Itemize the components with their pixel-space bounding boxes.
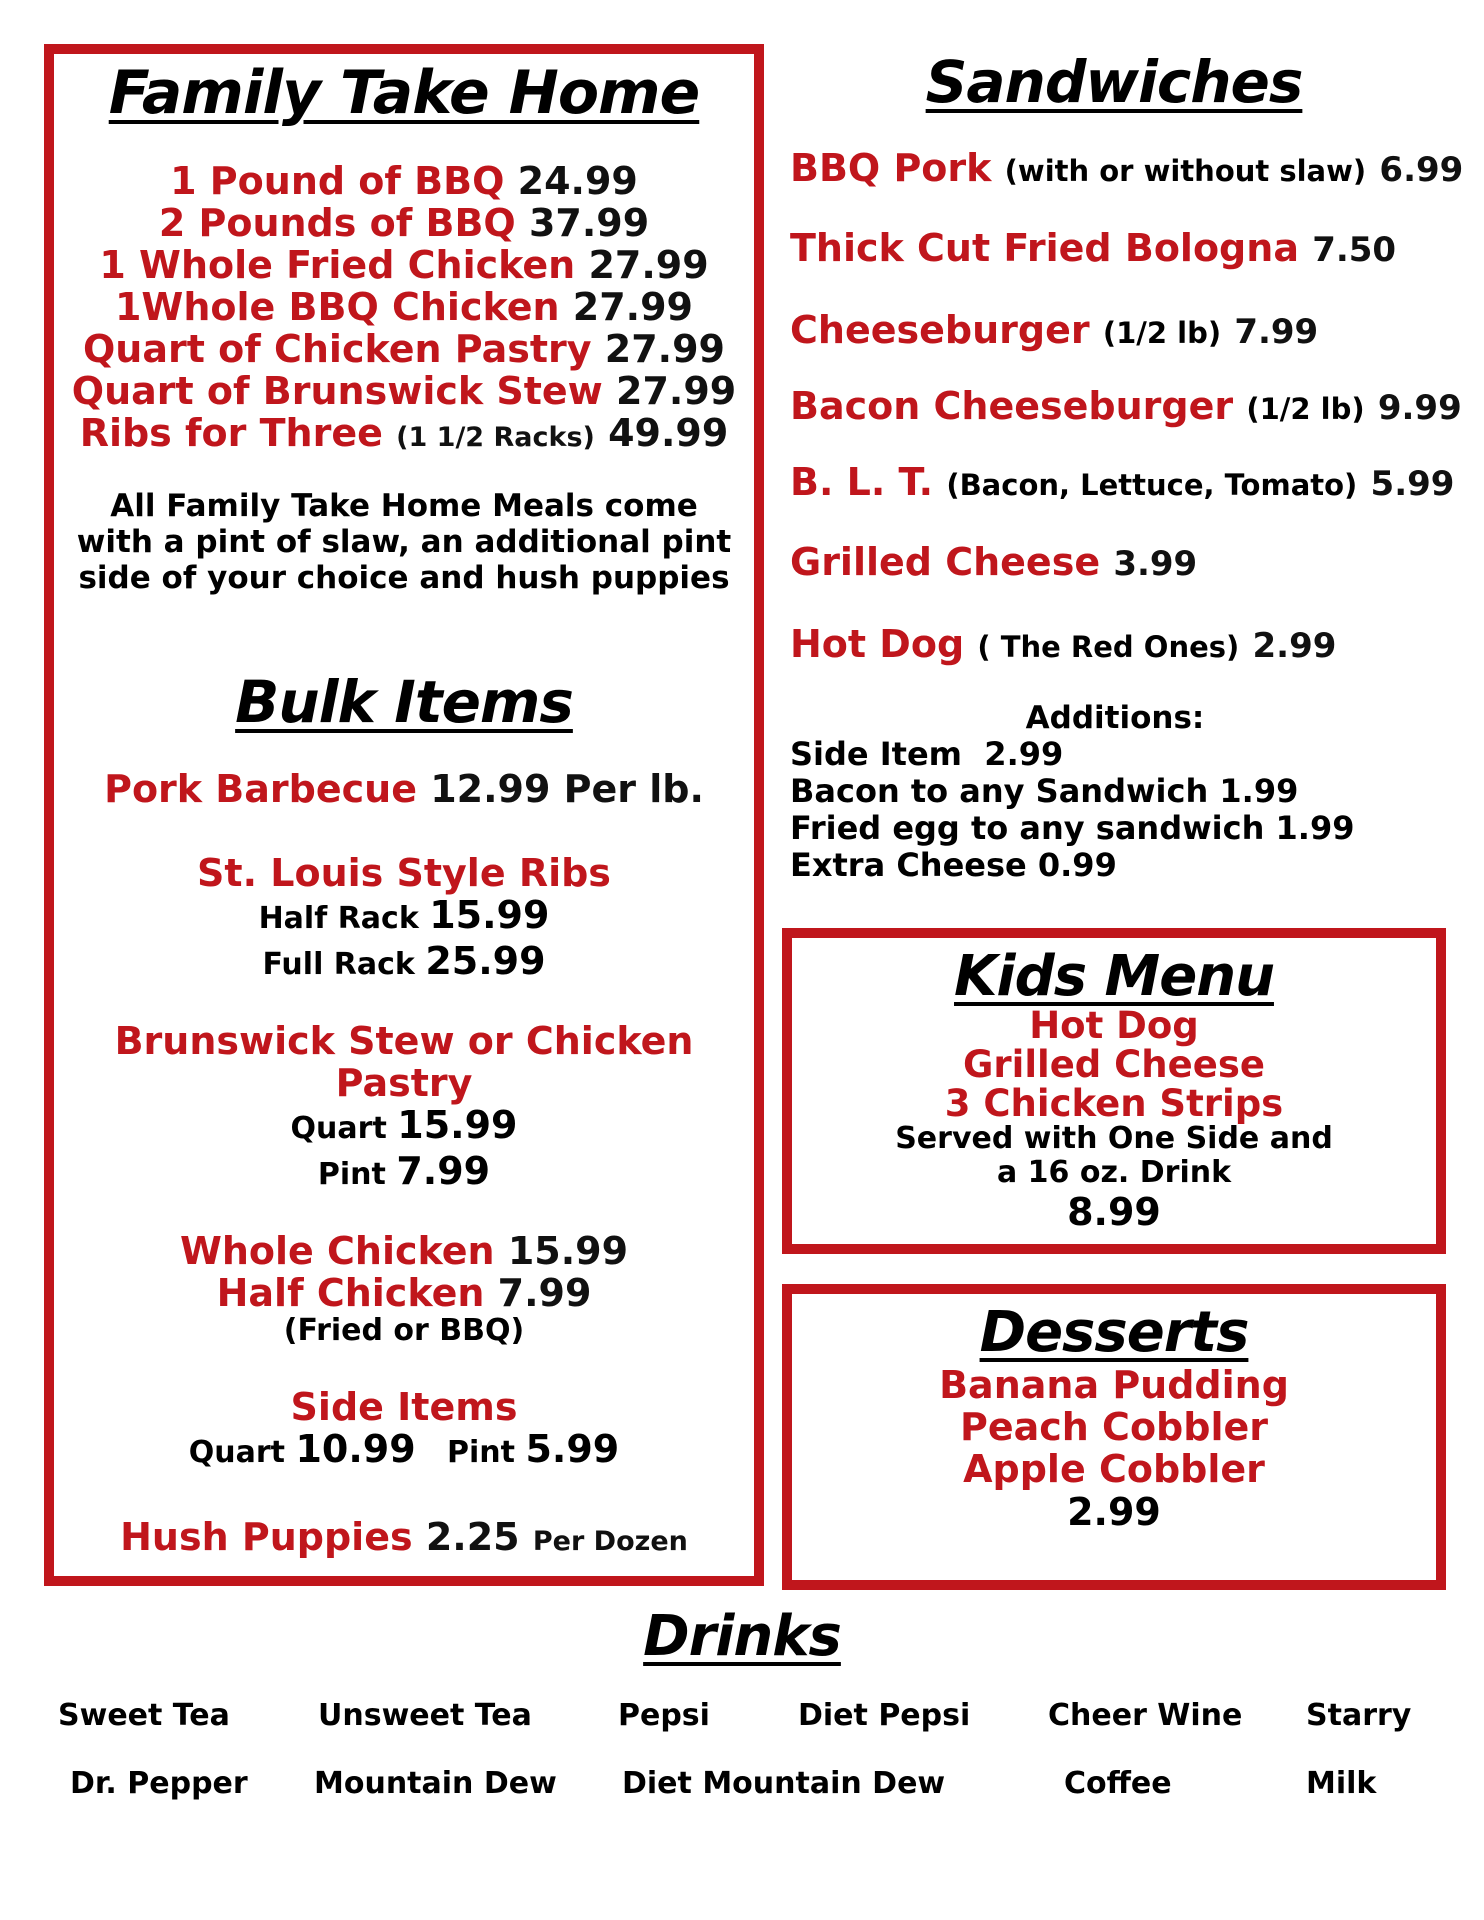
family-item: Quart of Brunswick Stew 27.99 <box>71 369 737 413</box>
family-item: 1 Whole Fried Chicken 27.99 <box>99 243 709 287</box>
drink-item: Pepsi <box>618 1698 710 1733</box>
addition-item: Extra Cheese 0.99 <box>790 846 1117 884</box>
family-take-home-note: All Family Take Home Meals come with a pint of slaw, an additional pint side of your choice and hush puppies <box>76 488 732 596</box>
kids-item: 3 Chicken Strips <box>944 1082 1284 1125</box>
drink-item: Milk <box>1306 1766 1377 1801</box>
sandwich-item: BBQ Pork (with or without slaw) 6.99 <box>790 146 1464 190</box>
family-item: Ribs for Three (1 1/2 Racks) 49.99 <box>79 411 729 455</box>
desserts-heading: Desserts <box>979 1300 1249 1365</box>
sandwich-item: Cheeseburger (1/2 lb) 7.99 <box>790 308 1319 352</box>
drink-item: Dr. Pepper <box>70 1766 248 1801</box>
kids-menu-list <box>782 1006 1446 1123</box>
sandwich-item: Grilled Cheese 3.99 <box>790 540 1198 584</box>
dessert-item: Apple Cobbler <box>963 1447 1265 1491</box>
sandwich-item: B. L. T. (Bacon, Lettuce, Tomato) 5.99 <box>790 460 1455 504</box>
addition-item: Fried egg to any sandwich 1.99 <box>790 809 1355 847</box>
kids-menu-note: Served with One Side and a 16 oz. Drink <box>895 1121 1333 1190</box>
bulk-stew-pastry: Brunswick Stew or Chicken Pastry Quart 15.99 Pint 7.99 <box>114 1019 694 1193</box>
drink-item: Unsweet Tea <box>318 1698 532 1733</box>
sandwich-item: Thick Cut Fried Bologna 7.50 <box>790 226 1397 270</box>
bulk-ribs: St. Louis Style Ribs Half Rack 15.99 Full Rack 25.99 <box>197 851 611 983</box>
kids-menu-price: 8.99 <box>1067 1190 1161 1234</box>
bulk-chicken: Whole Chicken 15.99 Half Chicken 7.99 (Fried or BBQ) <box>179 1229 629 1348</box>
desserts-price: 2.99 <box>1067 1490 1161 1534</box>
drink-item: Cheer Wine <box>1048 1698 1243 1733</box>
dessert-item: Banana Pudding <box>939 1363 1289 1407</box>
sandwich-item: Hot Dog ( The Red Ones) 2.99 <box>790 622 1337 666</box>
family-take-home-list <box>54 160 754 459</box>
sandwich-item: Bacon Cheeseburger (1/2 lb) 9.99 <box>790 384 1462 428</box>
bulk-side-items: Side Items Quart 10.99 Pint 5.99 <box>188 1385 620 1471</box>
dessert-item: Peach Cobbler <box>959 1405 1268 1449</box>
kids-item: Hot Dog <box>1029 1004 1199 1047</box>
sandwiches-heading: Sandwiches <box>925 48 1303 116</box>
bulk-hush-puppies: Hush Puppies 2.25 Per Dozen <box>120 1515 688 1559</box>
family-item: 1Whole BBQ Chicken 27.99 <box>114 285 693 329</box>
drinks-heading: Drinks <box>643 1604 841 1669</box>
drink-item: Coffee <box>1064 1766 1172 1801</box>
addition-item: Bacon to any Sandwich 1.99 <box>790 772 1299 810</box>
desserts-list <box>782 1364 1446 1490</box>
family-item: 2 Pounds of BBQ 37.99 <box>158 201 650 245</box>
kids-menu-heading: Kids Menu <box>954 944 1274 1009</box>
drink-item: Mountain Dew <box>314 1766 557 1801</box>
family-take-home-heading: Family Take Home <box>108 58 700 128</box>
addition-item: Side Item 2.99 <box>790 735 1064 773</box>
additions-heading: Additions: <box>1025 700 1205 736</box>
family-item: 1 Pound of BBQ 24.99 <box>170 159 638 203</box>
drink-item: Diet Mountain Dew <box>622 1766 946 1801</box>
family-item: Quart of Chicken Pastry 27.99 <box>82 327 725 371</box>
drink-item: Starry <box>1306 1698 1412 1733</box>
additions-list <box>790 736 1354 884</box>
bulk-items-heading: Bulk Items <box>235 668 573 736</box>
bulk-pork-barbecue: Pork Barbecue 12.99 Per lb. <box>104 767 704 811</box>
drink-item: Diet Pepsi <box>798 1698 971 1733</box>
kids-item: Grilled Cheese <box>963 1043 1265 1086</box>
drink-item: Sweet Tea <box>58 1698 230 1733</box>
